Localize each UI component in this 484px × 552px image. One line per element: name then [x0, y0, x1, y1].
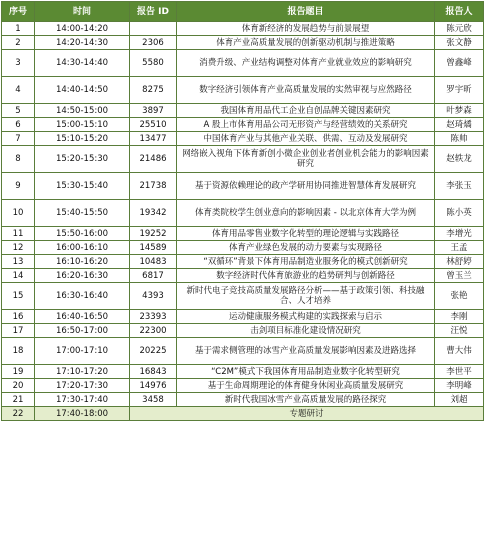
header-row [2, 2, 484, 22]
cell-speaker: 赵琦燏 [435, 118, 484, 132]
cell-no: 16 [2, 310, 35, 324]
cell-title: 体育产业高质量发展的创新驱动机制与推进策略 [177, 36, 435, 50]
cell-id: 14976 [130, 379, 177, 393]
cell-id: 6817 [130, 269, 177, 283]
table-row [2, 132, 484, 146]
cell-no: 11 [2, 227, 35, 241]
cell-speaker: 曹大伟 [435, 338, 484, 365]
cell-speaker: 陈元欣 [435, 22, 484, 36]
cell-title: 数字经济时代体育旅游业的趋势研判与创新路径 [177, 269, 435, 283]
col-header-no: 序号 [2, 2, 35, 22]
schedule-table [1, 1, 484, 421]
table-row [2, 36, 484, 50]
cell-speaker: 叶梦森 [435, 104, 484, 118]
cell-time: 14:30-14:40 [35, 50, 130, 77]
cell-no: 14 [2, 269, 35, 283]
cell-speaker: 李张玉 [435, 173, 484, 200]
table-row [2, 379, 484, 393]
cell-no: 5 [2, 104, 35, 118]
cell-speaker: 李世平 [435, 365, 484, 379]
table-row [2, 77, 484, 104]
cell-title: 中国体育产业与其他产业关联、供需、互动及发展研究 [177, 132, 435, 146]
cell-speaker: 李明峰 [435, 379, 484, 393]
cell-id: 20225 [130, 338, 177, 365]
cell-id: 3458 [130, 393, 177, 407]
cell-no: 9 [2, 173, 35, 200]
cell-speaker: 赵轶龙 [435, 146, 484, 173]
table-row [2, 255, 484, 269]
cell-no: 19 [2, 365, 35, 379]
cell-time: 14:20-14:30 [35, 36, 130, 50]
cell-id: 10483 [130, 255, 177, 269]
col-header-speaker: 报告人 [435, 2, 484, 22]
cell-title: 网络嵌入视角下体育新创小微企业创业者创业机会能力的影响因素研究 [177, 146, 435, 173]
cell-title: 新时代我国冰雪产业高质量发展的路径探究 [177, 393, 435, 407]
cell-speaker: 张艳 [435, 283, 484, 310]
cell-time: 15:50-16:00 [35, 227, 130, 241]
cell-time: 16:20-16:30 [35, 269, 130, 283]
cell-time: 15:00-15:10 [35, 118, 130, 132]
col-header-title: 报告题目 [177, 2, 435, 22]
cell-no: 6 [2, 118, 35, 132]
table-row [2, 393, 484, 407]
cell-time: 15:30-15:40 [35, 173, 130, 200]
col-header-time: 时间 [35, 2, 130, 22]
table-row [2, 146, 484, 173]
cell-id: 23393 [130, 310, 177, 324]
table-row [2, 324, 484, 338]
cell-id: 16843 [130, 365, 177, 379]
col-header-id: 报告 ID [130, 2, 177, 22]
cell-speaker: 陈帅 [435, 132, 484, 146]
cell-time: 17:30-17:40 [35, 393, 130, 407]
cell-title: 专题研讨 [130, 407, 484, 421]
cell-no: 18 [2, 338, 35, 365]
schedule-sheet [1, 1, 483, 421]
cell-title: 消费升级、产业结构调整对体育产业就业效应的影响研究 [177, 50, 435, 77]
table-row [2, 365, 484, 379]
cell-title: 体育产业绿色发展的动力要素与实现路径 [177, 241, 435, 255]
cell-speaker: 王孟 [435, 241, 484, 255]
cell-time: 17:10-17:20 [35, 365, 130, 379]
cell-speaker: 刘超 [435, 393, 484, 407]
cell-title: 基于需求侧管理的冰雪产业高质量发展影响因素及进路选择 [177, 338, 435, 365]
cell-id: 19252 [130, 227, 177, 241]
cell-speaker: 曾鑫峰 [435, 50, 484, 77]
cell-title: 体育用品零售业数字化转型的理论逻辑与实践路径 [177, 227, 435, 241]
cell-time: 16:50-17:00 [35, 324, 130, 338]
cell-id: 21486 [130, 146, 177, 173]
cell-title: 击剑项目标准化建设情况研究 [177, 324, 435, 338]
cell-no: 15 [2, 283, 35, 310]
cell-time: 16:40-16:50 [35, 310, 130, 324]
cell-id: 25510 [130, 118, 177, 132]
cell-no: 8 [2, 146, 35, 173]
cell-speaker: 曾玉兰 [435, 269, 484, 283]
cell-id: 2306 [130, 36, 177, 50]
table-row [2, 310, 484, 324]
cell-time: 15:20-15:30 [35, 146, 130, 173]
cell-time: 16:00-16:10 [35, 241, 130, 255]
cell-time: 14:00-14:20 [35, 22, 130, 36]
cell-no: 3 [2, 50, 35, 77]
cell-id: 22300 [130, 324, 177, 338]
cell-title: 基于生命周期理论的体育健身休闲业高质量发展研究 [177, 379, 435, 393]
cell-time: 16:10-16:20 [35, 255, 130, 269]
table-row [2, 338, 484, 365]
table-row [2, 22, 484, 36]
cell-id: 4393 [130, 283, 177, 310]
cell-no: 21 [2, 393, 35, 407]
cell-time: 17:00-17:10 [35, 338, 130, 365]
cell-id [130, 22, 177, 36]
cell-title: 运动健康服务模式构建的实践探索与启示 [177, 310, 435, 324]
table-row-discussion [2, 407, 484, 421]
cell-no: 7 [2, 132, 35, 146]
cell-no: 2 [2, 36, 35, 50]
table-row [2, 241, 484, 255]
cell-id: 8275 [130, 77, 177, 104]
cell-time: 17:40-18:00 [35, 407, 130, 421]
table-row [2, 269, 484, 283]
cell-title: 我国体育用品代工企业自创品牌关键因素研究 [177, 104, 435, 118]
cell-time: 14:50-15:00 [35, 104, 130, 118]
cell-speaker: 陈小英 [435, 200, 484, 227]
cell-speaker: 李刚 [435, 310, 484, 324]
cell-speaker: 罗宇昕 [435, 77, 484, 104]
cell-title: A 股上市体育用品公司无形资产与经营绩效的关系研究 [177, 118, 435, 132]
cell-title: “双循环”背景下体育用品制造业服务化的模式创新研究 [177, 255, 435, 269]
table-row [2, 227, 484, 241]
cell-speaker: 林舒婷 [435, 255, 484, 269]
cell-no: 1 [2, 22, 35, 36]
cell-id: 14589 [130, 241, 177, 255]
cell-time: 15:40-15:50 [35, 200, 130, 227]
cell-title: 基于资源依赖理论的政产学研用协同推进智慧体育发展研究 [177, 173, 435, 200]
table-row [2, 50, 484, 77]
cell-time: 14:40-14:50 [35, 77, 130, 104]
cell-speaker: 李增光 [435, 227, 484, 241]
cell-id: 13477 [130, 132, 177, 146]
cell-title: 体育类院校学生创业意向的影响因素 - 以北京体育大学为例 [177, 200, 435, 227]
cell-no: 13 [2, 255, 35, 269]
table-row [2, 104, 484, 118]
cell-id: 3897 [130, 104, 177, 118]
cell-title: 数字经济引领体育产业高质量发展的实然审视与应然路径 [177, 77, 435, 104]
cell-time: 15:10-15:20 [35, 132, 130, 146]
table-row [2, 118, 484, 132]
cell-no: 20 [2, 379, 35, 393]
cell-title: 新时代电子竞技高质量发展路径分析——基于政策引领、科技融合、人才培养 [177, 283, 435, 310]
cell-no: 17 [2, 324, 35, 338]
cell-title: “C2M”模式下我国体育用品制造业数字化转型研究 [177, 365, 435, 379]
table-row [2, 200, 484, 227]
cell-no: 10 [2, 200, 35, 227]
cell-time: 16:30-16:40 [35, 283, 130, 310]
cell-title: 体育新经济的发展趋势与前景展望 [177, 22, 435, 36]
table-row [2, 173, 484, 200]
cell-no: 12 [2, 241, 35, 255]
cell-no: 22 [2, 407, 35, 421]
cell-id: 21738 [130, 173, 177, 200]
cell-time: 17:20-17:30 [35, 379, 130, 393]
cell-no: 4 [2, 77, 35, 104]
table-row [2, 283, 484, 310]
cell-speaker: 汪悦 [435, 324, 484, 338]
cell-id: 5580 [130, 50, 177, 77]
cell-id: 19342 [130, 200, 177, 227]
cell-speaker: 张文静 [435, 36, 484, 50]
